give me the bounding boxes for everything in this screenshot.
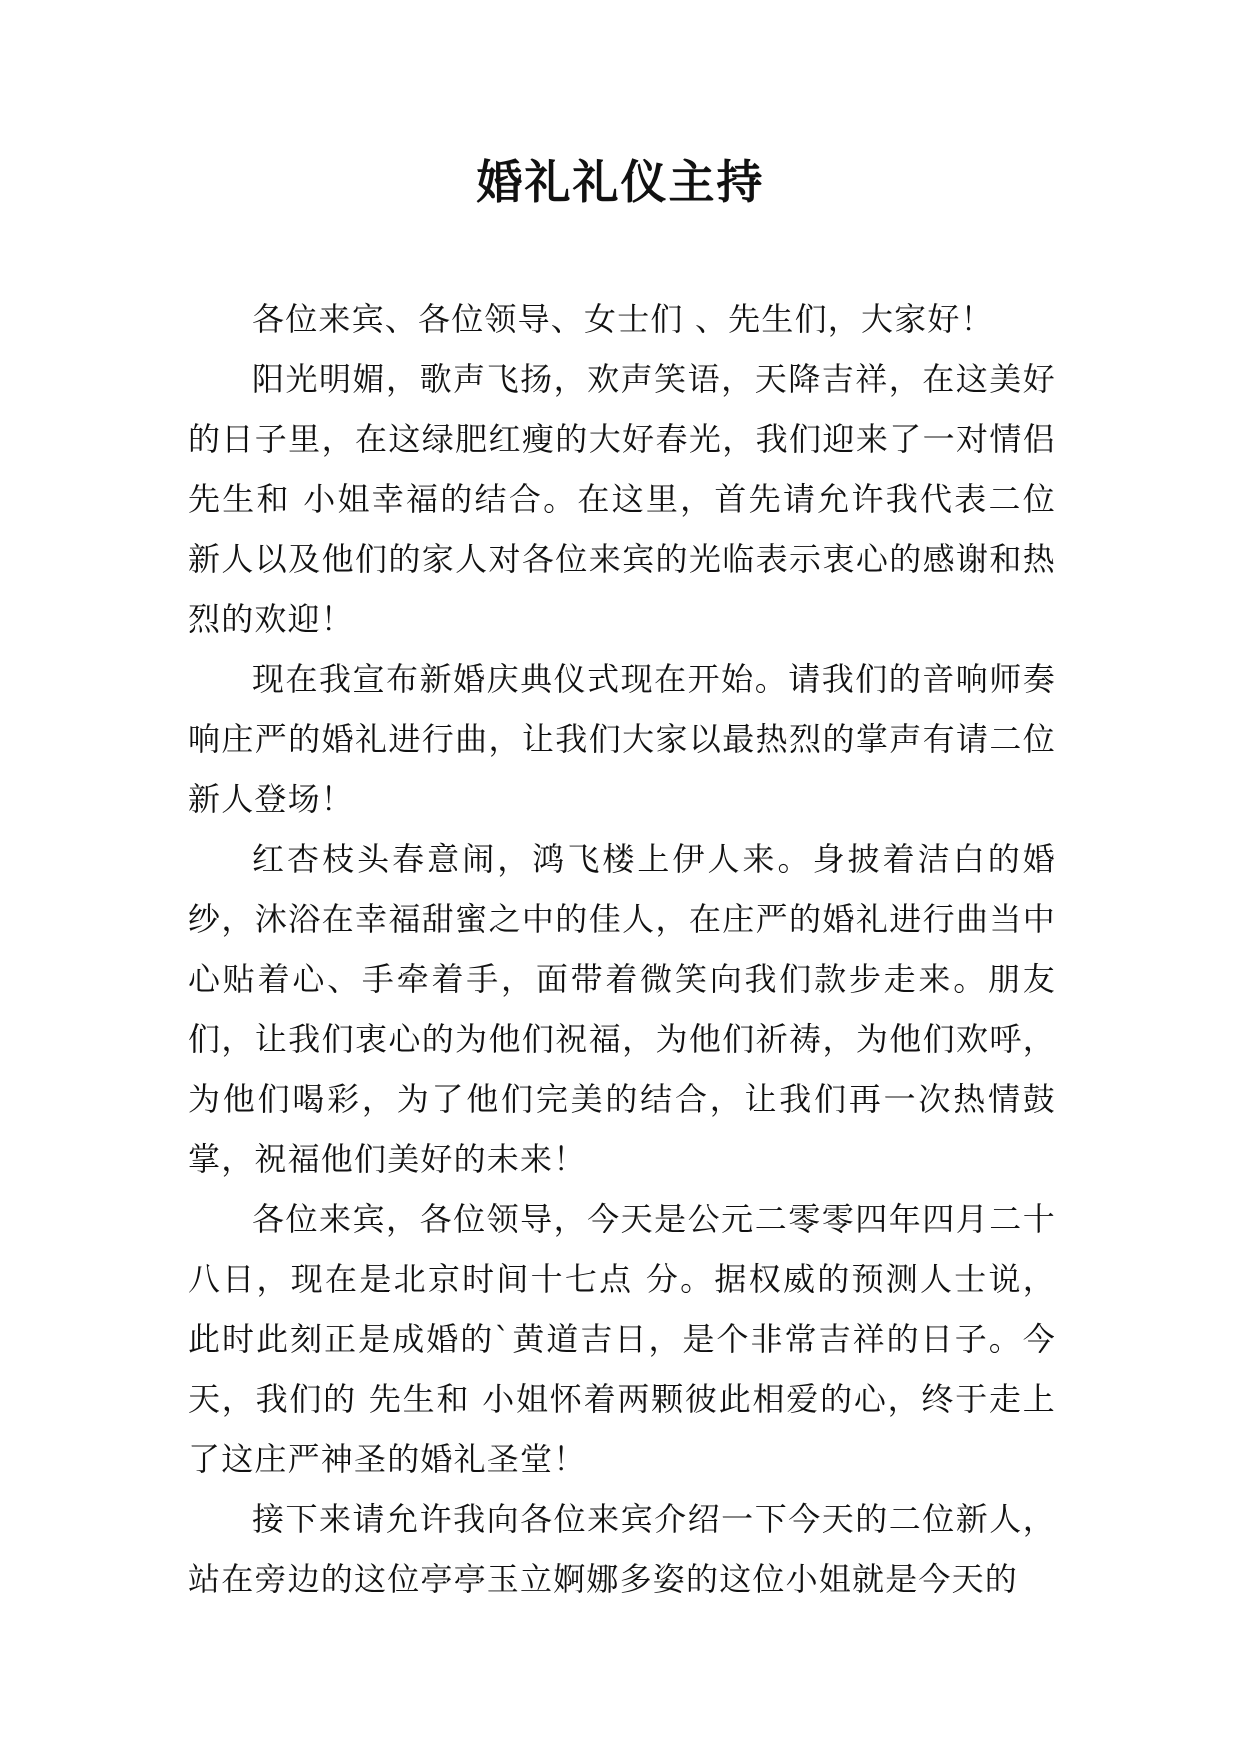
paragraph-introduction: 接下来请允许我向各位来宾介绍一下今天的二位新人，站在旁边的这位亭亭玉立婀娜多姿的这位小姐就是今天的 bbox=[188, 1500, 1056, 1598]
paragraph-greeting: 各位来宾、各位领导、女士们 、先生们，大家好！ bbox=[252, 300, 994, 338]
paragraph-entrance: 红杏枝头春意闹，鸿飞楼上伊人来。身披着洁白的婚纱，沐浴在幸福甜蜜之中的佳人，在庄严的婚礼进行曲当中心贴着心、手牵着手，面带着微笑向我们款步走来。朋友们，让我们衷心的为他们祝福，为他们祈祷，为他们欢呼，为他们喝彩，为了他们完美的结合，让我们再一次热情鼓掌，祝福他们美好的未来！ bbox=[188, 840, 1056, 1178]
document-title: 婚礼礼仪主持 bbox=[476, 155, 765, 209]
paragraph-date: 各位来宾，各位领导，今天是公元二零零四年四月二十八日，现在是北京时间十七点 分。据权威的预测人士说，此时此刻正是成婚的`黄道吉日，是个非常吉祥的日子。今天，我们的 先生和 小姐怀着两颗彼此相爱的心，终于走上了这庄严神圣的婚礼圣堂！ bbox=[188, 1200, 1056, 1478]
paragraph-ceremony-start: 现在我宣布新婚庆典仪式现在开始。请我们的音响师奏响庄严的婚礼进行曲，让我们大家以最热烈的掌声有请二位新人登场！ bbox=[188, 660, 1056, 818]
document-body bbox=[188, 289, 1056, 1609]
paragraph-opening: 阳光明媚，歌声飞扬，欢声笑语，天降吉祥，在这美好的日子里，在这绿肥红瘦的大好春光，我们迎来了一对情侣 先生和 小姐幸福的结合。在这里，首先请允许我代表二位新人以及他们的家人对各位来宾的光临表示衷心的感谢和热烈的欢迎！ bbox=[188, 360, 1056, 638]
